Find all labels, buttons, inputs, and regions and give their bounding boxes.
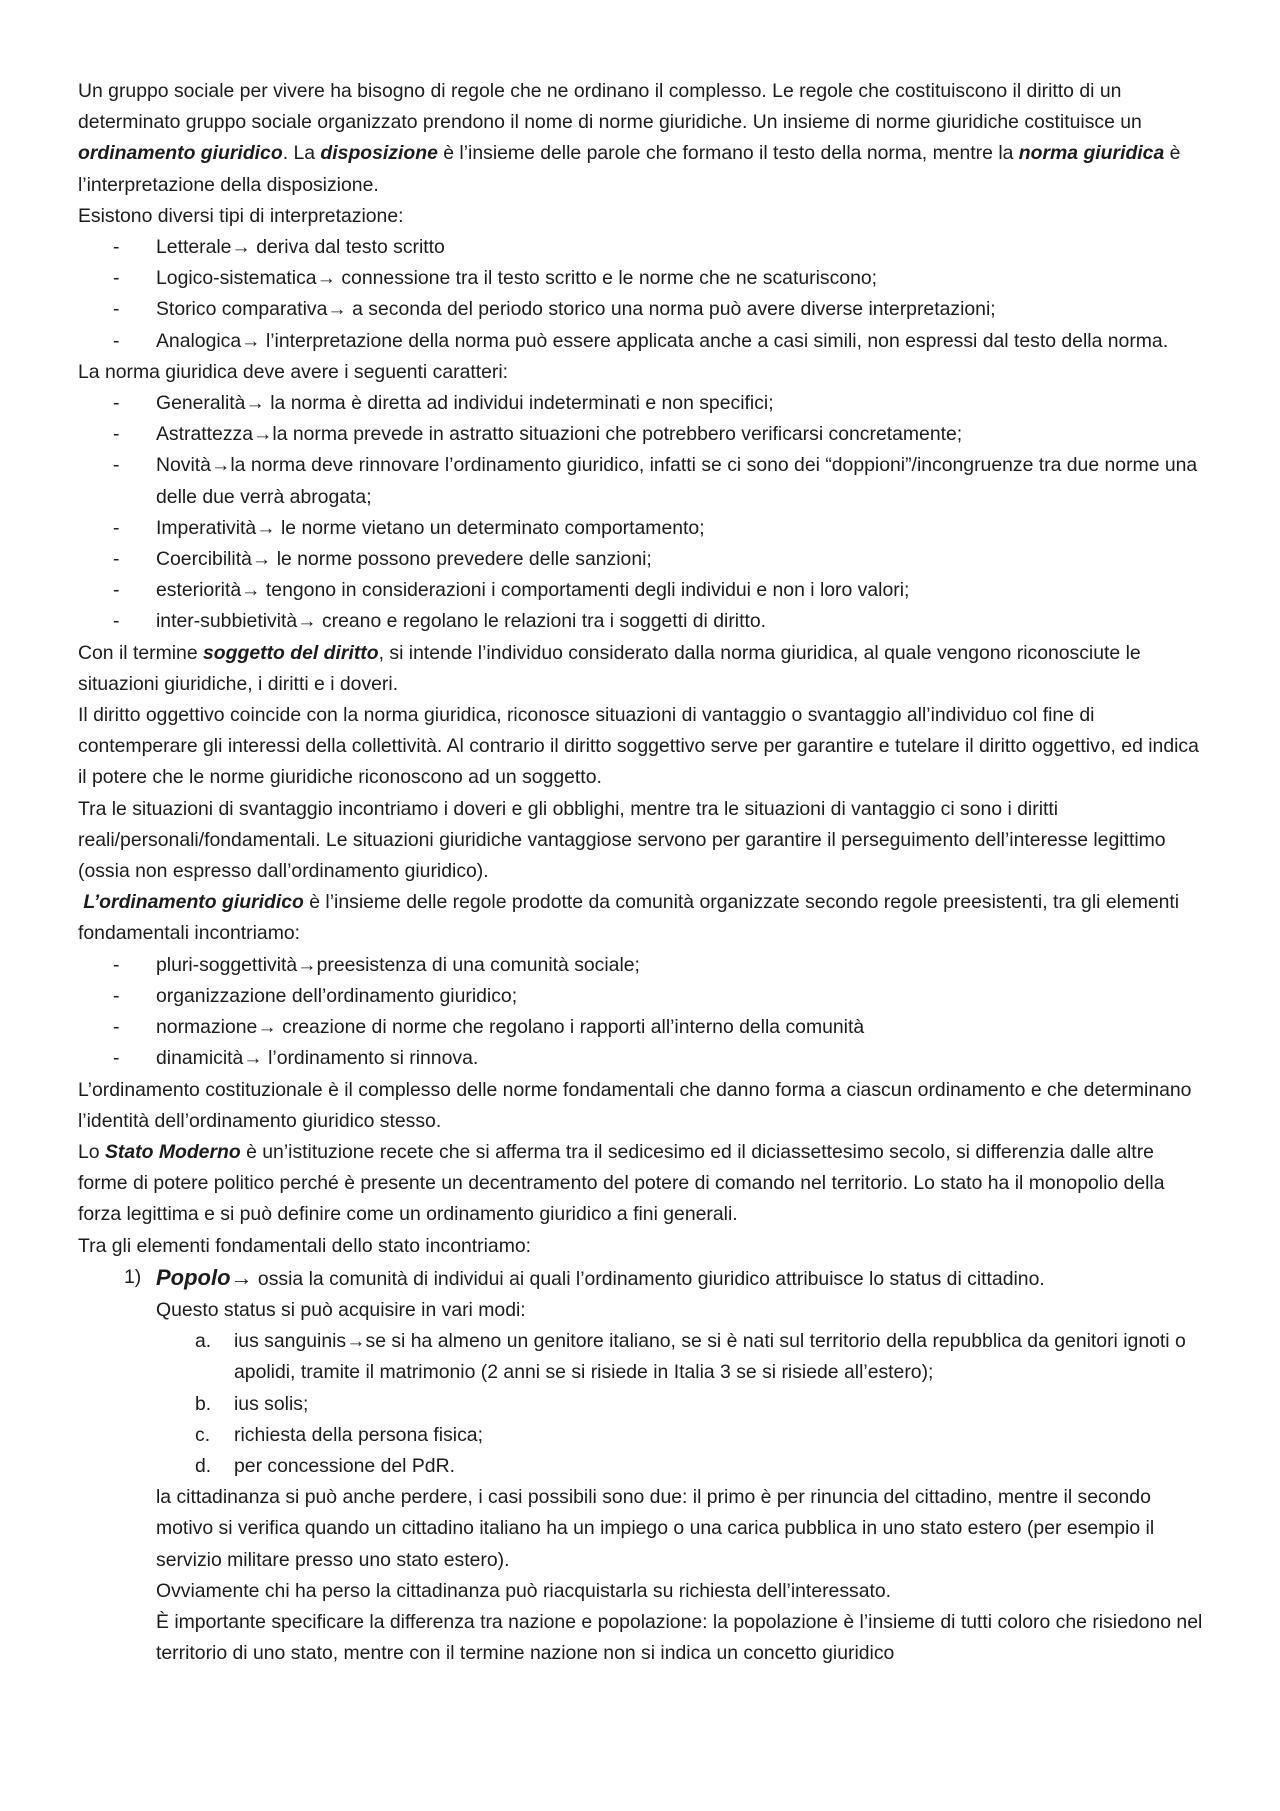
list-number: 1): [124, 1265, 142, 1288]
list-item: - esteriorità→ tengono in considerazioni i comportamenti degli individui e non i loro valori;: [78, 575, 1206, 606]
interpretation-heading: Esistono diversi tipi di interpretazione:: [78, 204, 404, 227]
nazione-paragraph: È importante specificare la differenza tra nazione e popolazione: la popolazione è l’insieme di tutti coloro che risiedono nel territorio di uno stato, mentre con il termine nazione non si indica un concetto giuridico: [156, 1610, 1203, 1665]
riacquisto-paragraph: Ovviamente chi ha perso la cittadinanza può riacquistarla su richiesta dell’interessato.: [156, 1579, 892, 1602]
diritto-oggettivo-paragraph: Il diritto oggettivo coincide con la norma giuridica, riconosce situazioni di vantaggio o svantaggio all’individuo col fine di contemperare gli interessi della collettività. Al contrario il diritto soggettivo serve per garantire e tutelare il diritto oggettivo, ed indica il potere che le norme giuridiche riconoscono ad un soggetto.: [78, 704, 1199, 789]
numbered-item-popolo: 1) Popolo→ ossia la comunità di individui ai quali l’ordinamento giuridico attribuisce lo status di cittadino.: [78, 1262, 1206, 1295]
alpha-item: b. ius solis;: [195, 1392, 309, 1415]
alpha-item: a. ius sanguinis→se si ha almeno un genitore italiano, se si è nati sul territorio della repubblica da genitori ignoti o apolidi, tramite il matrimonio (2 anni se si risiede in Italia 3 se si risiede all’estero);: [195, 1330, 1186, 1384]
term-popolo: Popolo→: [156, 1264, 253, 1290]
ordinamento-paragraph: L’ordinamento giuridico è l’insieme delle regole prodotte da comunità organizzate secondo regole preesistenti, tra gli elementi fondamentali incontriamo:: [78, 891, 1180, 945]
term-stato-moderno: Stato Moderno: [104, 1140, 241, 1163]
alpha-item: d. per concessione del PdR.: [195, 1454, 455, 1477]
list-item: - Imperatività→ le norme vietano un determinato comportamento;: [78, 513, 1206, 544]
status-line: Questo status si può acquisire in vari modi:: [156, 1298, 526, 1321]
list-item: - Analogica→ l’interpretazione della norma può essere applicata anche a casi simili, non espressi dal testo della norma.: [78, 326, 1206, 357]
list-item: - dinamicità→ l’ordinamento si rinnova.: [78, 1043, 1206, 1074]
list-item: - pluri-soggettività→preesistenza di una comunità sociale;: [78, 950, 1206, 981]
list-item: - Generalità→ la norma è diretta ad individui indeterminati e non specifici;: [78, 388, 1206, 419]
list-item: - Storico comparativa→ a seconda del periodo storico una norma può avere diverse interpretazioni;: [78, 294, 1206, 325]
stato-paragraph: Lo Stato Moderno è un’istituzione recete che si afferma tra il sedicesimo ed il diciassettesimo secolo, si differenzia dalle altre forme di potere politico perché è presente un decentramento del potere di comando nel territorio. Lo stato ha il monopolio della forza legittima e si può definire come un ordinamento giuridico a fini generali.: [78, 1140, 1165, 1226]
term-ordinamento-giuridico: ordinamento giuridico: [78, 142, 283, 165]
term-disposizione: disposizione: [320, 142, 438, 165]
list-item: - Logico-sistematica→ connessione tra il testo scritto e le norme che ne scaturiscono;: [78, 263, 1206, 294]
list-item: - inter-subbietività→ creano e regolano le relazioni tra i soggetti di diritto.: [78, 606, 1206, 637]
costituzionale-paragraph: L’ordinamento costituzionale è il complesso delle norme fondamentali che danno forma a ciascun ordinamento e che determinano l’identità dell’ordinamento giuridico stesso.: [78, 1078, 1192, 1132]
characters-list: [78, 388, 1206, 638]
list-item: - organizzazione dell’ordinamento giuridico;: [78, 981, 1206, 1012]
term-ordinamento: L’ordinamento giuridico: [83, 891, 304, 914]
characters-heading: La norma giuridica deve avere i seguenti caratteri:: [78, 360, 509, 383]
list-item: - Letterale→ deriva dal testo scritto: [78, 232, 1206, 263]
term-soggetto-del-diritto: soggetto del diritto: [203, 641, 379, 664]
elementi-heading: Tra gli elementi fondamentali dello stato incontriamo:: [78, 1234, 532, 1257]
situazioni-paragraph: Tra le situazioni di svantaggio incontriamo i doveri e gli obblighi, mentre tra le situazioni di vantaggio ci sono i diritti reali/personali/fondamentali. Le situazioni giuridiche vantaggiose servono per garantire il perseguimento dell’interesse legittimo (ossia non espresso dall’ordinamento giuridico).: [78, 797, 1166, 883]
list-item: - Astrattezza→la norma prevede in astratto situazioni che potrebbero verificarsi concretamente;: [78, 419, 1206, 450]
alpha-item: c. richiesta della persona fisica;: [195, 1423, 483, 1446]
soggetto-paragraph: Con il termine soggetto del diritto, si intende l’individuo considerato dalla norma giuridica, al quale vengono riconosciute le situazioni giuridiche, i diritti e i doveri.: [78, 641, 1141, 695]
list-item: - normazione→ creazione di norme che regolano i rapporti all’interno della comunità: [78, 1012, 1206, 1043]
list-item: - Coercibilità→ le norme possono prevedere delle sanzioni;: [78, 544, 1206, 575]
term-norma-giuridica: norma giuridica: [1018, 142, 1165, 165]
ordinamento-list: [78, 950, 1206, 1075]
interpretation-list: [78, 232, 1206, 357]
perdita-paragraph: la cittadinanza si può anche perdere, i casi possibili sono due: il primo è per rinuncia del cittadino, mentre il secondo motivo si verifica quando un cittadino italiano ha un impiego o una carica pubblica in uno stato estero (per esempio il servizio militare presso uno stato estero).: [156, 1486, 1155, 1571]
intro-paragraph: Un gruppo sociale per vivere ha bisogno di regole che ne ordinano il complesso. Le regole che costituiscono il diritto di un determinato gruppo sociale organizzato prendono il nome di norme giuridiche. Un insieme di norme giuridiche costituisce un ordinamento giuridico. La disposizione è l’insieme delle parole che formano il testo della norma, mentre la norma giuridica è l’interpretazione della disposizione.: [78, 80, 1181, 196]
list-item: - Novità→la norma deve rinnovare l’ordinamento giuridico, infatti se ci sono dei “doppioni”/incongruenze tra due norme una delle due verrà abrogata;: [78, 450, 1206, 512]
